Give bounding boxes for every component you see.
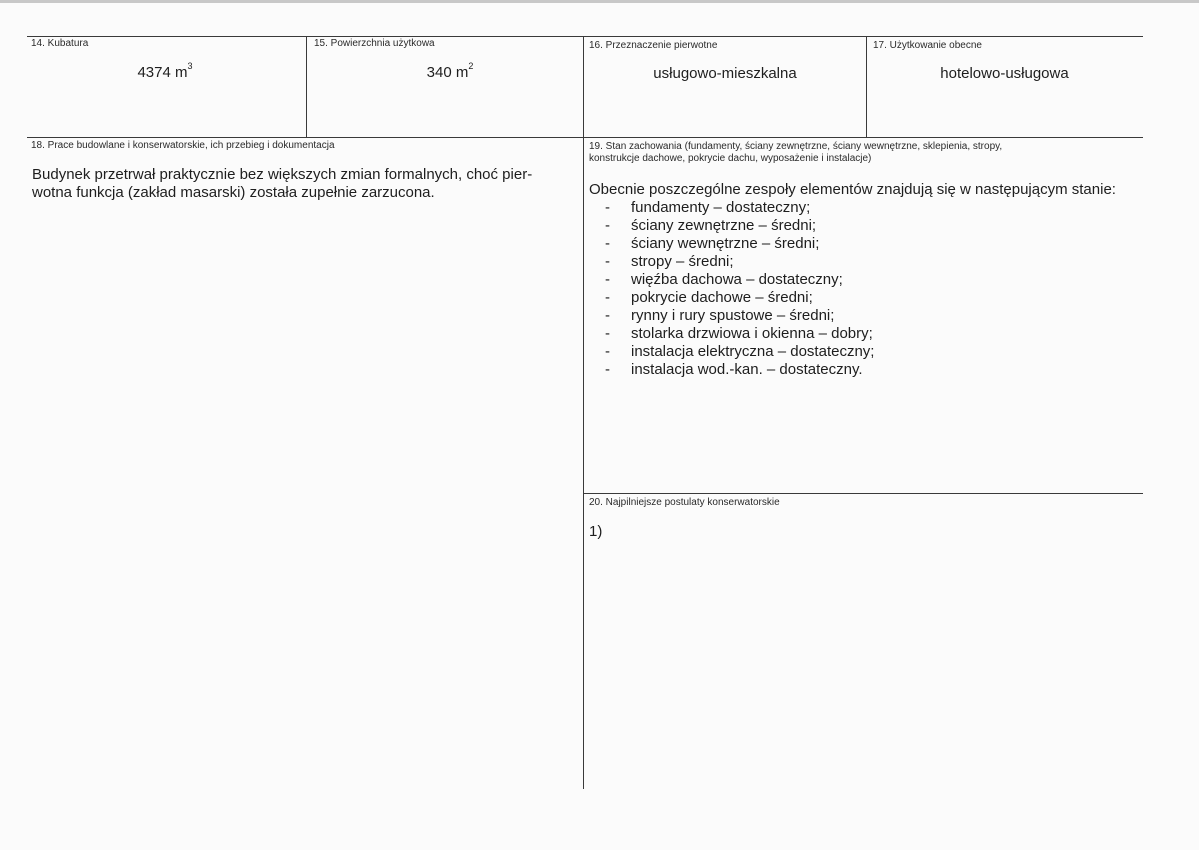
uzytkowanie-label: 17. Użytkowanie obecne (873, 40, 982, 51)
stan-item-text: stropy – średni; (631, 253, 734, 270)
list-item: - instalacja elektryczna – dostateczny; (605, 343, 875, 360)
stan-item-text: ściany zewnętrzne – średni; (631, 217, 817, 234)
stan-item-text: pokrycie dachowe – średni; (631, 289, 813, 306)
powierzchnia-value (400, 61, 500, 82)
divider-15-16 (583, 36, 584, 789)
list-item: - fundamenty – dostateczny; (605, 199, 811, 216)
top-border-line (27, 36, 1143, 37)
list-item: - stropy – średni; (605, 253, 734, 270)
stan-item-text: instalacja wod.-kan. – dostateczny. (631, 361, 863, 378)
przeznaczenie-label: 16. Przeznaczenie pierwotne (589, 40, 718, 51)
stan-item-text: ściany wewnętrzne – średni; (631, 235, 820, 252)
divider-14-15 (306, 36, 307, 138)
stan-label-line-1: 19. Stan zachowania (fundamenty, ściany zewnętrzne, ściany wewnętrzne, sklepienia, stropy, (589, 141, 1003, 152)
list-item: - pokrycie dachowe – średni; (605, 289, 813, 306)
stan-label-line-2: konstrukcje dachowe, pokrycie dachu, wyposażenie i instalacje) (589, 153, 872, 164)
stan-items-list (605, 199, 874, 379)
stan-item-text: stolarka drzwiowa i okienna – dobry; (631, 325, 873, 342)
divider-16-17 (866, 36, 867, 138)
prace-label: 18. Prace budowlane i konserwatorskie, ich przebieg i dokumentacja (31, 140, 335, 151)
postulaty-text: 1) (589, 523, 603, 540)
stan-intro: Obecnie poszczególne zespoły elementów znajdują się w następującym stanie: (589, 181, 1116, 198)
powierzchnia-number: 340 m (426, 64, 469, 81)
postulaty-label: 20. Najpilniejsze postulaty konserwatorskie (589, 497, 780, 508)
kubatura-number: 4374 m (137, 64, 188, 81)
kubatura-label: 14. Kubatura (31, 38, 89, 49)
powierzchnia-exponent: 2 (468, 61, 474, 71)
kubatura-value (110, 61, 220, 82)
mid-border-line (27, 137, 1143, 138)
prace-text-line-2: wotna funkcja (zakład masarski) została zupełnie zarzucona. (32, 184, 435, 201)
kubatura-exponent: 3 (187, 61, 193, 71)
powierzchnia-label: 15. Powierzchnia użytkowa (314, 38, 435, 49)
stan-item-text: fundamenty – dostateczny; (631, 199, 811, 216)
list-item: - więźba dachowa – dostateczny; (605, 271, 843, 288)
stan-item-text: instalacja elektryczna – dostateczny; (631, 343, 875, 360)
uzytkowanie-value: hotelowo-usługowa (940, 65, 1069, 82)
przeznaczenie-value: usługowo-mieszkalna (653, 65, 797, 82)
prace-text-line-1: Budynek przetrwał praktycznie bez większych zmian formalnych, choć pier- (32, 166, 533, 183)
list-item: - ściany zewnętrzne – średni; (605, 217, 817, 234)
stan-item-text: rynny i rury spustowe – średni; (631, 307, 835, 324)
postulaty-border-line (584, 493, 1143, 494)
list-item: - instalacja wod.-kan. – dostateczny. (605, 361, 863, 378)
list-item: - rynny i rury spustowe – średni; (605, 307, 835, 324)
stan-item-text: więźba dachowa – dostateczny; (631, 271, 843, 288)
list-item: - stolarka drzwiowa i okienna – dobry; (605, 325, 873, 342)
list-item: - ściany wewnętrzne – średni; (605, 235, 820, 252)
scan-top-edge (0, 0, 1199, 3)
